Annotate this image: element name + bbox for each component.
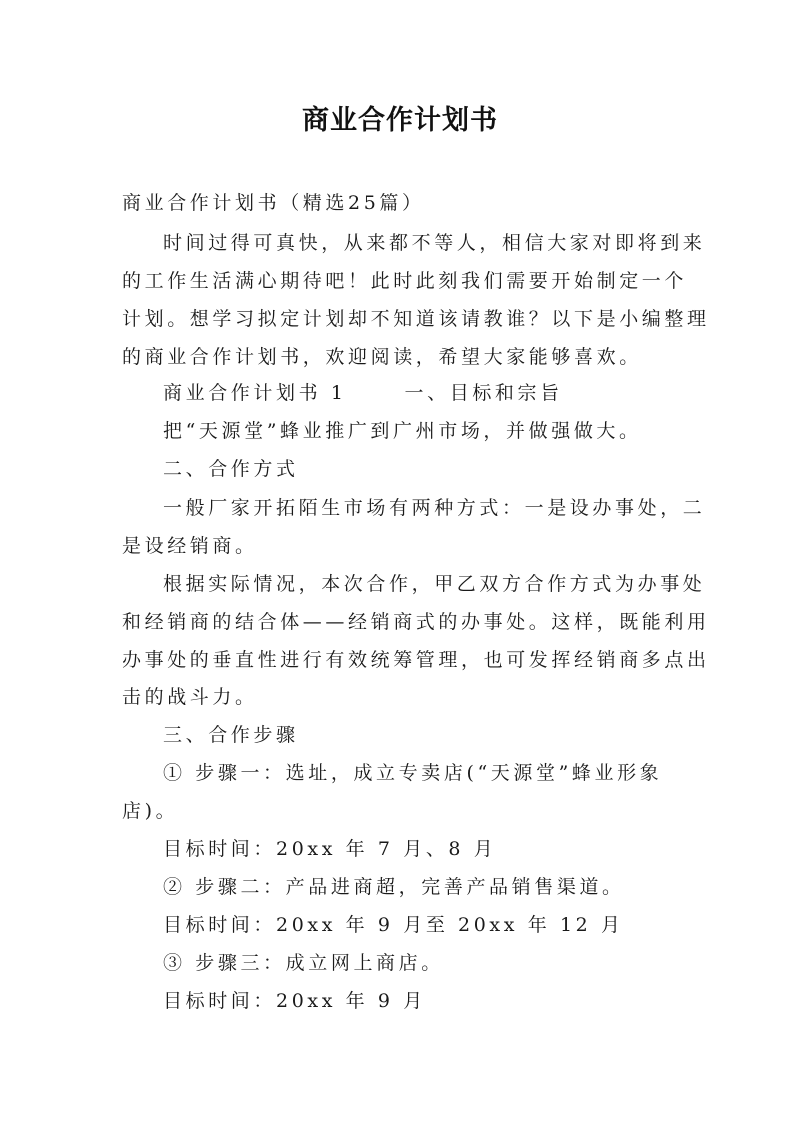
mode-paragraph-line: 根据实际情况，本次合作，甲乙双方合作方式为办事处: [163, 573, 706, 595]
intro-line: 计划。想学习拟定计划却不知道该请教谁？以下是小编整理: [122, 308, 710, 330]
mode-paragraph-line: 是设经销商。: [122, 535, 258, 557]
heading-cooperation-mode: 二、合作方式: [163, 458, 299, 480]
step-one-line: 店)。: [122, 800, 179, 822]
document-subtitle: 商业合作计划书（精选25篇）: [122, 192, 425, 214]
mode-paragraph-line: 一般厂家开拓陌生市场有两种方式：一是设办事处，二: [163, 497, 706, 519]
mode-paragraph-line: 和经销商的结合体——经销商式的办事处。这样，既能利用: [122, 611, 710, 633]
document-title: 商业合作计划书: [302, 105, 498, 136]
step-three-line: ③ 步骤三：成立网上商店。: [163, 952, 444, 974]
step-one-line: ① 步骤一：选址，成立专卖店(“天源堂”蜂业形象: [163, 762, 663, 784]
mode-paragraph-line: 击的战斗力。: [122, 686, 258, 708]
goal-text: 把“天源堂”蜂业推广到广州市场，并做强做大。: [163, 420, 642, 442]
intro-line: 时间过得可真快，从来都不等人，相信大家对即将到来: [163, 232, 706, 254]
intro-line: 的商业合作计划书，欢迎阅读，希望大家能够喜欢。: [122, 346, 642, 368]
step-two-line: ② 步骤二：产品进商超，完善产品销售渠道。: [163, 876, 625, 898]
intro-line: 的工作生活满心期待吧！此时此刻我们需要开始制定一个: [122, 270, 688, 292]
step-two-target-time: 目标时间：20xx 年 9 月至 20xx 年 12 月: [163, 914, 624, 936]
step-three-target-time: 目标时间：20xx 年 9 月: [163, 990, 426, 1012]
mode-paragraph-line: 办事处的垂直性进行有效统筹管理，也可发挥经销商多点出: [122, 649, 710, 671]
step-one-target-time: 目标时间：20xx 年 7 月、8 月: [163, 838, 497, 860]
section1-heading-row: [163, 380, 723, 406]
section1-heading: 商业合作计划书 1: [163, 382, 347, 404]
section1-subheading: 一、目标和宗旨: [404, 382, 563, 404]
heading-cooperation-steps: 三、合作步骤: [163, 724, 299, 746]
